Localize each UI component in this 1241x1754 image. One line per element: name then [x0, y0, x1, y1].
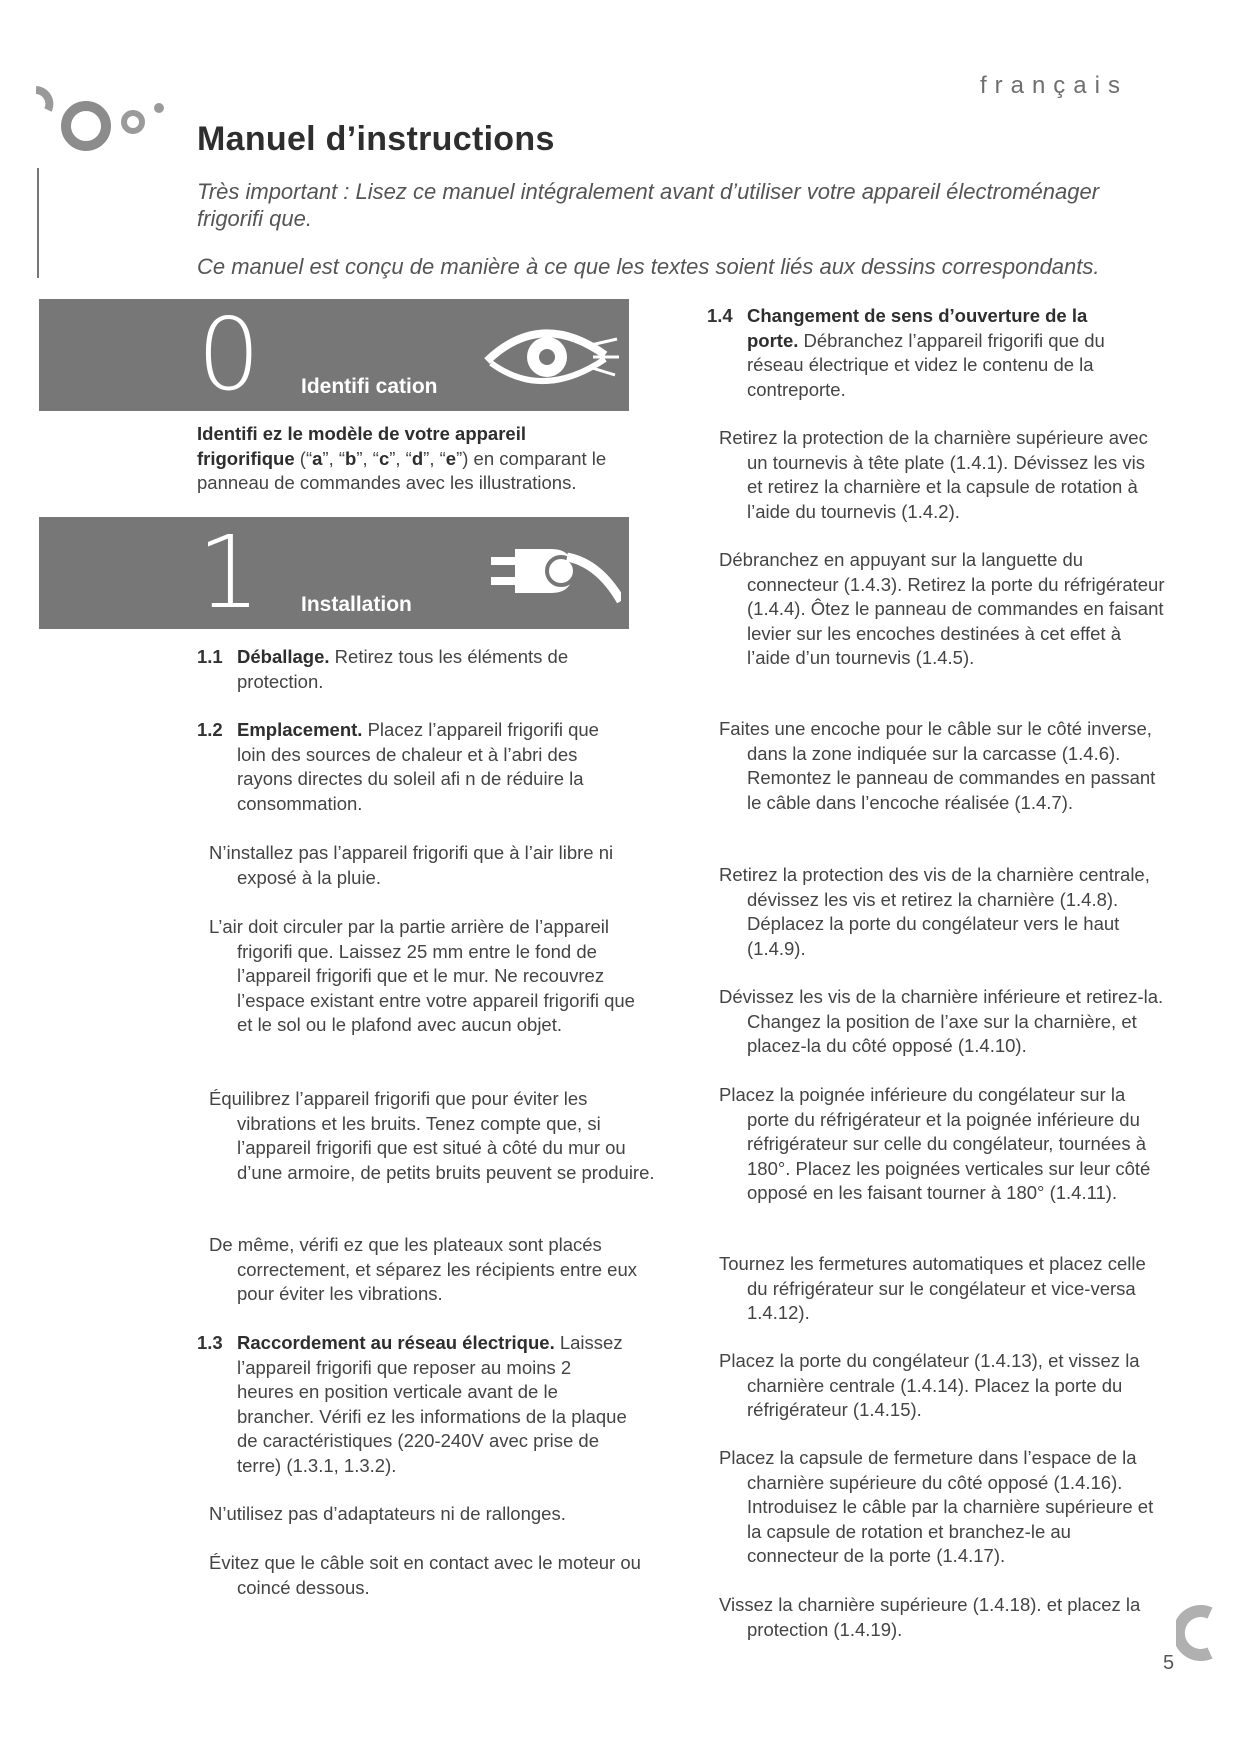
model-d: d	[411, 447, 424, 469]
intro-important-line2: frigorifi que.	[197, 206, 312, 231]
item-title: Déballage.	[237, 646, 330, 667]
item-1-1	[197, 645, 627, 694]
section-0-quote: (“	[294, 447, 313, 469]
sep: ”, “	[322, 447, 346, 469]
model-b: b	[345, 447, 357, 469]
sep: ”, “	[389, 447, 412, 469]
item-number: 1.3	[197, 1332, 223, 1353]
item-text: Retirez tous les éléments de protection.	[237, 646, 569, 692]
paragraph: Débranchez en appuyant sur la languette du connecteur (1.4.3). Retirez la porte du réfrigérateur (1.4.4). Ôtez le panneau de commandes en faisant levier sur les encoches destinées à cet effet à l’aide d’un tournevis (1.4.5).	[719, 549, 1165, 668]
section-0-number: 0	[197, 296, 261, 413]
page-number: 5	[1163, 1652, 1175, 1674]
section-1-number: 1	[197, 514, 261, 631]
circles-logo-icon	[36, 78, 166, 158]
item-text: Débranchez l’appareil frigorifi que du réseau électrique et videz le contenu de la contreporte.	[747, 329, 1105, 400]
paragraph: Placez la poignée inférieure du congélateur sur la porte du réfrigérateur et la poignée inférieure du réfrigérateur sur celle du congélateur, tournées à 180°. Placez les poignées verticales sur leur côté opposé en les faisant tourner à 180° (1.4.11).	[719, 1084, 1151, 1203]
paragraph: Retirez la protection de la charnière supérieure avec un tournevis à tête plate (1.4.1). Dévissez les vis et retirez la charnière et la capsule de rotation à l’aide du tournevis (1.4.2).	[719, 427, 1148, 522]
item-title: Emplacement.	[237, 719, 363, 740]
section-0-text-bold: Identifi ez le modèle de votre appareil frigorifique	[197, 423, 526, 469]
margin-rule	[37, 168, 39, 278]
item-number: 1.4	[707, 305, 733, 326]
section-1-label: Installation	[301, 593, 412, 616]
intro-important-line1: Très important : Lisez ce manuel intégralement avant d’utiliser votre appareil électroménager	[197, 179, 1100, 204]
item-number: 1.1	[197, 646, 223, 667]
paragraph: Placez la capsule de fermeture dans l’espace de la charnière supérieure du côté opposé (1.4.16). Introduisez le câble par la charnière supérieure et la capsule de rotation et branchez-le au connecteur de la porte (1.4.17).	[719, 1447, 1154, 1566]
model-c: c	[378, 447, 390, 469]
model-e: e	[445, 447, 457, 469]
intro-note: Ce manuel est conçu de manière à ce que les textes soient liés aux dessins correspondants.	[197, 254, 1100, 279]
paragraph: Tournez les fermetures automatiques et placez celle du réfrigérateur sur le congélateur et vice-versa 1.4.12).	[719, 1253, 1146, 1323]
paragraph: Placez la porte du congélateur (1.4.13), et vissez la charnière centrale (1.4.14). Placez la porte du réfrigérateur (1.4.15).	[719, 1350, 1140, 1420]
item-text: Placez l’appareil frigorifi que loin des sources de chaleur et à l’abri des rayons directes du soleil afi n de réduire la consommation.	[237, 719, 599, 814]
circle-fragment-icon	[1176, 1605, 1216, 1661]
paragraph: N’installez pas l’appareil frigorifi que à l’air libre ni exposé à la pluie.	[209, 842, 614, 888]
section-0-text-rest: ”) en comparant le panneau de commandes avec les illustrations.	[197, 447, 607, 493]
page-title: Manuel d’instructions	[197, 120, 555, 158]
language-label: français	[979, 72, 1128, 99]
paragraph: Dévissez les vis de la charnière inférieure et retirez-la. Changez la position de l’axe sur la charnière, et placez-la du côté opposé (1.4.10).	[719, 986, 1164, 1056]
section-0-banner	[39, 296, 629, 413]
item-1-2	[197, 718, 627, 816]
item-text: Laissez l’appareil frigorifi que reposer au moins 2 heures en position verticale avant de le brancher. Vérifi ez les informations de la plaque de caractéristiques (220-240V avec prise de terre) (1.3.1, 1.3.2).	[237, 1332, 627, 1476]
item-title: Changement de sens d’ouverture de la porte.	[747, 305, 1088, 351]
item-number: 1.2	[197, 719, 223, 740]
intro-important	[197, 178, 1141, 232]
sep: ”, “	[423, 447, 446, 469]
section-0-label: Identifi cation	[301, 375, 438, 398]
paragraph: L’air doit circuler par la partie arrière de l’appareil frigorifi que. Laissez 25 mm entre le fond de l’appareil frigorifi que et le mur. Ne recouvrez l’espace existant entre votre appareil frigorifi que et le sol ou le plafond avec aucun objet.	[209, 916, 635, 1035]
paragraph: De même, vérifi ez que les plateaux sont placés correctement, et séparez les récipients entre eux pour éviter les vibrations.	[209, 1234, 637, 1304]
paragraph: Évitez que le câble soit en contact avec le moteur ou coincé dessous.	[209, 1552, 641, 1598]
sep: ”, “	[356, 447, 379, 469]
paragraph: N’utilisez pas d’adaptateurs ni de rallonges.	[209, 1503, 566, 1524]
paragraph: Équilibrez l’appareil frigorifi que pour éviter les vibrations et les bruits. Tenez compte que, si l’appareil frigorifi que est situé à côté du mur ou d’une armoire, de petits bruits peuvent se produire.	[209, 1088, 655, 1183]
item-1-4	[707, 304, 1137, 402]
paragraph: Retirez la protection des vis de la charnière centrale, dévissez les vis et retirez la charnière (1.4.8). Déplacez la porte du congélateur vers le haut (1.4.9).	[719, 864, 1150, 959]
eye-icon	[481, 309, 621, 401]
item-title: Raccordement au réseau électrique.	[237, 1332, 555, 1353]
plug-icon	[481, 527, 621, 619]
section-1-banner	[39, 514, 629, 631]
paragraph: Vissez la charnière supérieure (1.4.18). et placez la protection (1.4.19).	[719, 1594, 1141, 1640]
model-a: a	[312, 447, 323, 469]
item-1-3	[197, 1331, 627, 1478]
section-0-text	[197, 422, 627, 496]
paragraph: Faites une encoche pour le câble sur le côté inverse, dans la zone indiquée sur la carcasse (1.4.6). Remontez le panneau de commandes en passant le câble dans l’encoche réalisée (1.4.7).	[719, 718, 1156, 813]
